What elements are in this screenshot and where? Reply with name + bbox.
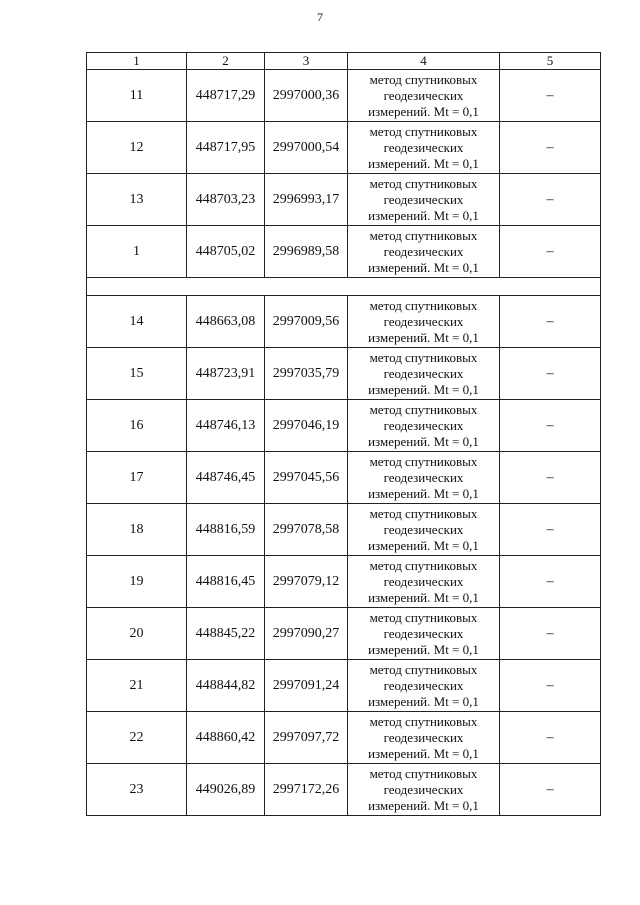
- y-coordinate-cell: 2997046,19: [265, 400, 348, 452]
- table-row: [87, 660, 601, 712]
- accuracy-dash-cell: –: [500, 556, 601, 608]
- method-line: измерений. Mt = 0,1: [368, 433, 479, 449]
- method-line: геодезических: [383, 781, 464, 797]
- y-coordinate-cell: 2997035,79: [265, 348, 348, 400]
- header-col-3: 3: [265, 53, 348, 70]
- method-line: метод спутниковых: [369, 609, 478, 625]
- accuracy-dash-cell: –: [500, 660, 601, 712]
- point-number-cell: 14: [87, 296, 187, 348]
- header-col-2: 2: [187, 53, 265, 70]
- header-col-4: 4: [348, 53, 500, 70]
- table-row: [87, 764, 601, 816]
- method-line: геодезических: [383, 521, 464, 537]
- table-row: [87, 504, 601, 556]
- header-col-1: 1: [87, 53, 187, 70]
- point-number-cell: 21: [87, 660, 187, 712]
- table-row: [87, 122, 601, 174]
- x-coordinate-cell: 448816,45: [187, 556, 265, 608]
- method-cell: [348, 452, 500, 504]
- method-line: геодезических: [383, 729, 464, 745]
- method-line: геодезических: [383, 243, 464, 259]
- method-line: метод спутниковых: [369, 401, 478, 417]
- x-coordinate-cell: 448860,42: [187, 712, 265, 764]
- accuracy-dash-cell: –: [500, 348, 601, 400]
- method-line: измерений. Mt = 0,1: [368, 745, 479, 761]
- table-row: [87, 452, 601, 504]
- method-cell: [348, 400, 500, 452]
- table-row: [87, 400, 601, 452]
- point-number-cell: 12: [87, 122, 187, 174]
- accuracy-dash-cell: –: [500, 608, 601, 660]
- method-cell: [348, 174, 500, 226]
- y-coordinate-cell: 2997079,12: [265, 556, 348, 608]
- x-coordinate-cell: 448723,91: [187, 348, 265, 400]
- y-coordinate-cell: 2997078,58: [265, 504, 348, 556]
- y-coordinate-cell: 2996993,17: [265, 174, 348, 226]
- method-line: измерений. Mt = 0,1: [368, 485, 479, 501]
- method-line: метод спутниковых: [369, 123, 478, 139]
- accuracy-dash-cell: –: [500, 712, 601, 764]
- point-number-cell: 15: [87, 348, 187, 400]
- accuracy-dash-cell: –: [500, 122, 601, 174]
- x-coordinate-cell: 448703,23: [187, 174, 265, 226]
- separator-row: [87, 278, 601, 296]
- method-line: измерений. Mt = 0,1: [368, 693, 479, 709]
- header-col-5: 5: [500, 53, 601, 70]
- table-row: [87, 296, 601, 348]
- accuracy-dash-cell: –: [500, 226, 601, 278]
- table-row: [87, 348, 601, 400]
- method-line: геодезических: [383, 677, 464, 693]
- x-coordinate-cell: 448717,29: [187, 70, 265, 122]
- separator-cell: [87, 278, 601, 296]
- x-coordinate-cell: 449026,89: [187, 764, 265, 816]
- y-coordinate-cell: 2996989,58: [265, 226, 348, 278]
- y-coordinate-cell: 2997045,56: [265, 452, 348, 504]
- method-line: метод спутниковых: [369, 227, 478, 243]
- method-cell: [348, 660, 500, 712]
- method-line: метод спутниковых: [369, 713, 478, 729]
- method-line: измерений. Mt = 0,1: [368, 155, 479, 171]
- x-coordinate-cell: 448844,82: [187, 660, 265, 712]
- method-line: измерений. Mt = 0,1: [368, 797, 479, 813]
- method-cell: [348, 504, 500, 556]
- method-line: геодезических: [383, 365, 464, 381]
- method-line: метод спутниковых: [369, 453, 478, 469]
- method-line: геодезических: [383, 87, 464, 103]
- method-line: метод спутниковых: [369, 765, 478, 781]
- x-coordinate-cell: 448746,13: [187, 400, 265, 452]
- method-cell: [348, 296, 500, 348]
- accuracy-dash-cell: –: [500, 70, 601, 122]
- method-line: измерений. Mt = 0,1: [368, 329, 479, 345]
- method-line: измерений. Mt = 0,1: [368, 537, 479, 553]
- table-row: [87, 174, 601, 226]
- method-line: метод спутниковых: [369, 175, 478, 191]
- page-number: 7: [317, 10, 323, 24]
- accuracy-dash-cell: –: [500, 174, 601, 226]
- method-line: метод спутниковых: [369, 349, 478, 365]
- method-line: геодезических: [383, 191, 464, 207]
- table-row: [87, 712, 601, 764]
- point-number-cell: 19: [87, 556, 187, 608]
- y-coordinate-cell: 2997000,36: [265, 70, 348, 122]
- point-number-cell: 13: [87, 174, 187, 226]
- method-line: измерений. Mt = 0,1: [368, 103, 479, 119]
- method-line: измерений. Mt = 0,1: [368, 641, 479, 657]
- y-coordinate-cell: 2997090,27: [265, 608, 348, 660]
- x-coordinate-cell: 448816,59: [187, 504, 265, 556]
- method-line: метод спутниковых: [369, 661, 478, 677]
- point-number-cell: 1: [87, 226, 187, 278]
- coordinates-table: [86, 52, 601, 816]
- table-row: [87, 226, 601, 278]
- method-line: геодезических: [383, 573, 464, 589]
- y-coordinate-cell: 2997009,56: [265, 296, 348, 348]
- point-number-cell: 11: [87, 70, 187, 122]
- y-coordinate-cell: 2997091,24: [265, 660, 348, 712]
- method-line: измерений. Mt = 0,1: [368, 259, 479, 275]
- point-number-cell: 17: [87, 452, 187, 504]
- table-row: [87, 608, 601, 660]
- method-cell: [348, 764, 500, 816]
- method-cell: [348, 122, 500, 174]
- table-header-row: [87, 53, 601, 70]
- accuracy-dash-cell: –: [500, 296, 601, 348]
- method-cell: [348, 556, 500, 608]
- method-cell: [348, 70, 500, 122]
- method-line: метод спутниковых: [369, 71, 478, 87]
- x-coordinate-cell: 448705,02: [187, 226, 265, 278]
- accuracy-dash-cell: –: [500, 400, 601, 452]
- y-coordinate-cell: 2997000,54: [265, 122, 348, 174]
- point-number-cell: 18: [87, 504, 187, 556]
- method-line: геодезических: [383, 417, 464, 433]
- accuracy-dash-cell: –: [500, 452, 601, 504]
- method-cell: [348, 348, 500, 400]
- point-number-cell: 23: [87, 764, 187, 816]
- method-line: метод спутниковых: [369, 297, 478, 313]
- point-number-cell: 20: [87, 608, 187, 660]
- method-line: геодезических: [383, 313, 464, 329]
- y-coordinate-cell: 2997097,72: [265, 712, 348, 764]
- method-line: геодезических: [383, 139, 464, 155]
- x-coordinate-cell: 448746,45: [187, 452, 265, 504]
- method-cell: [348, 226, 500, 278]
- x-coordinate-cell: 448845,22: [187, 608, 265, 660]
- method-cell: [348, 712, 500, 764]
- table-row: [87, 556, 601, 608]
- accuracy-dash-cell: –: [500, 764, 601, 816]
- method-line: измерений. Mt = 0,1: [368, 589, 479, 605]
- method-line: метод спутниковых: [369, 557, 478, 573]
- method-line: метод спутниковых: [369, 505, 478, 521]
- method-line: измерений. Mt = 0,1: [368, 381, 479, 397]
- method-line: измерений. Mt = 0,1: [368, 207, 479, 223]
- table-row: [87, 70, 601, 122]
- point-number-cell: 22: [87, 712, 187, 764]
- x-coordinate-cell: 448717,95: [187, 122, 265, 174]
- x-coordinate-cell: 448663,08: [187, 296, 265, 348]
- accuracy-dash-cell: –: [500, 504, 601, 556]
- method-line: геодезических: [383, 625, 464, 641]
- method-cell: [348, 608, 500, 660]
- y-coordinate-cell: 2997172,26: [265, 764, 348, 816]
- point-number-cell: 16: [87, 400, 187, 452]
- method-line: геодезических: [383, 469, 464, 485]
